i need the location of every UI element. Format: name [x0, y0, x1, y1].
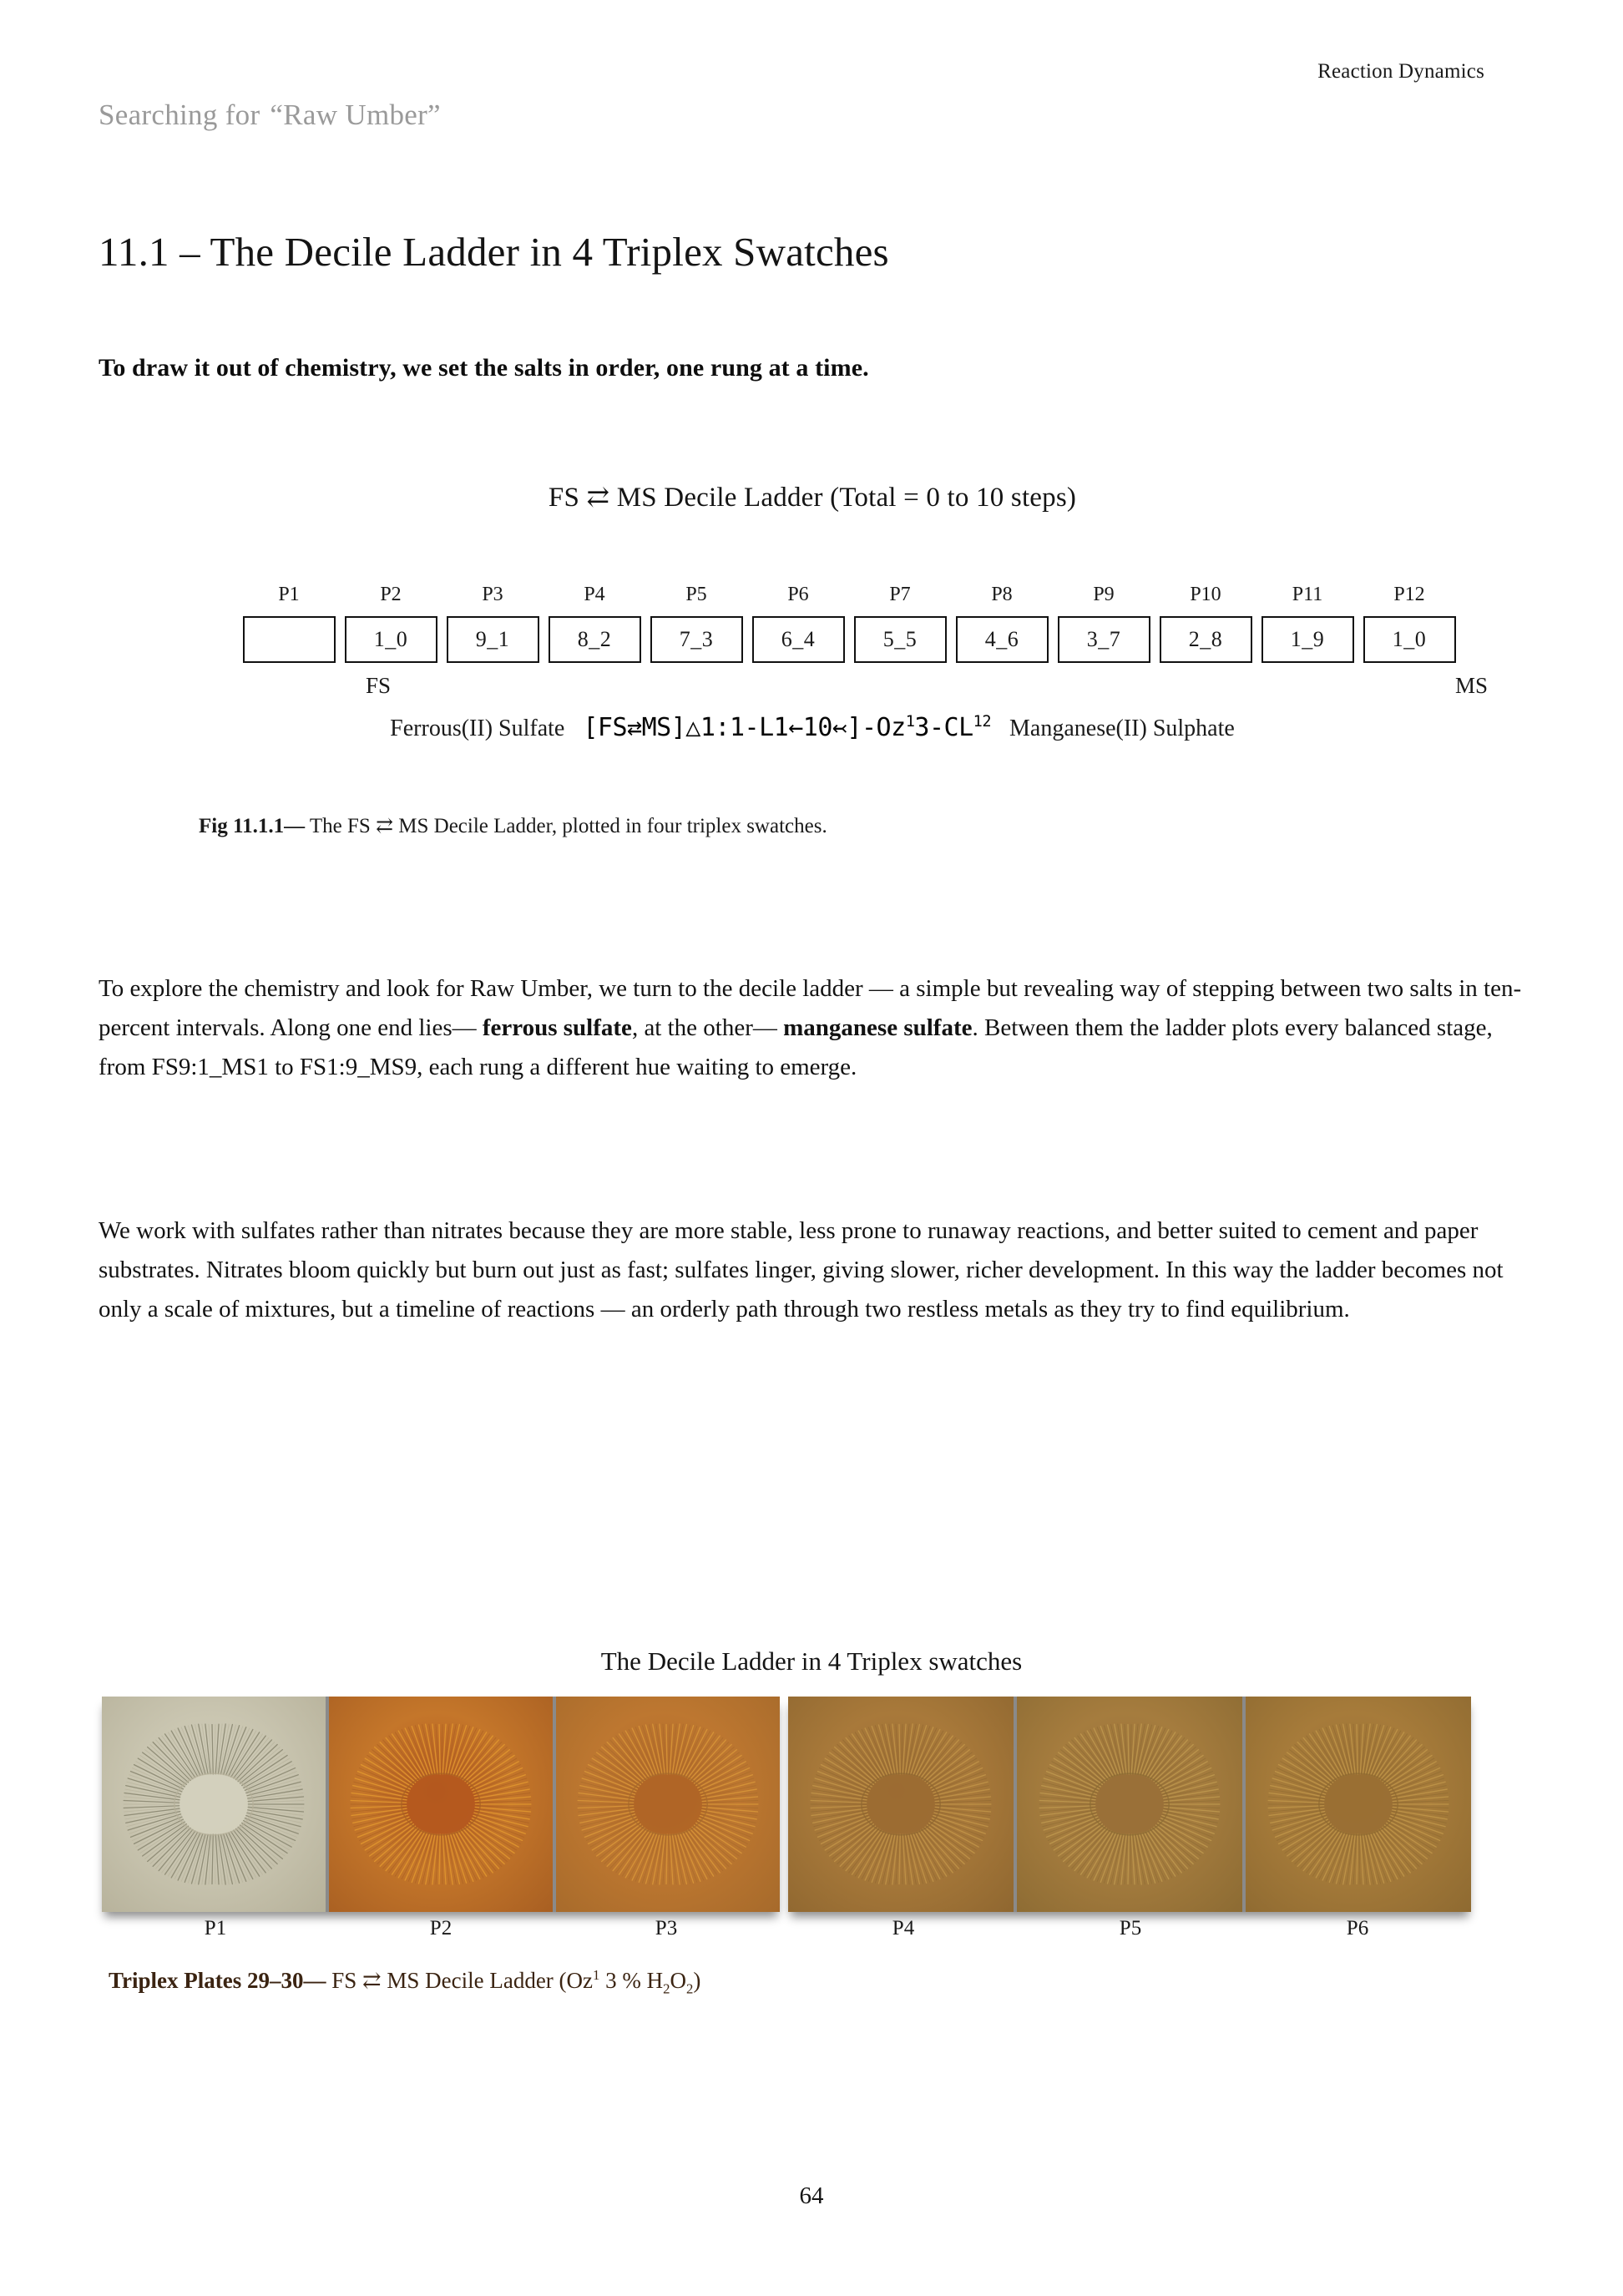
plate-labels — [102, 1917, 1471, 1950]
rung-cell: 7_3 — [650, 616, 743, 663]
plate-caption-text-b: 3 % H — [599, 1968, 664, 1993]
ladder-rung — [1363, 584, 1456, 663]
rung-label: P6 — [787, 584, 809, 605]
swatch-tile-p4 — [788, 1697, 1014, 1912]
plate-caption-text-d: ) — [693, 1968, 701, 1993]
formula-code-sup-2: 12 — [973, 713, 992, 731]
page-number: 64 — [799, 2182, 824, 2209]
rung-label: P5 — [685, 584, 707, 605]
rung-label: P9 — [1093, 584, 1115, 605]
running-head-left-quoted: “Raw Umber” — [270, 99, 441, 131]
plate-caption — [109, 1967, 700, 1997]
swatch-tile-p1 — [102, 1697, 326, 1912]
running-head-right: Reaction Dynamics — [1317, 60, 1484, 83]
lead-statement: To draw it out of chemistry, we set the salts in order, one rung at a time. — [99, 354, 869, 382]
running-head-left-main: Searching for — [99, 99, 260, 131]
plate-group-right — [788, 1697, 1471, 1912]
ladder-rung — [447, 584, 539, 663]
ladder-rung — [243, 584, 336, 663]
swatch-tile-p2 — [329, 1697, 553, 1912]
plate-caption-sub-1: 2 — [663, 1980, 670, 1997]
rung-label: P10 — [1190, 584, 1221, 605]
plate-caption-text-c: O — [670, 1968, 687, 1993]
plate-label-p3: P3 — [655, 1917, 678, 1939]
swatch-tile-p3 — [556, 1697, 780, 1912]
plate-strip — [102, 1697, 1471, 1912]
ladder-rungs — [99, 584, 1526, 663]
rung-cell: 6_4 — [752, 616, 845, 663]
running-head-left — [99, 99, 441, 132]
ladder-rung — [1261, 584, 1354, 663]
formula-code-sup-1: 1 — [905, 713, 915, 731]
paragraph-1-segment-b: , at the other— — [631, 1014, 784, 1041]
plate-caption-text-a: FS ⇄ MS Decile Ladder (Oz — [326, 1968, 594, 1993]
rung-cell: 1_0 — [1363, 616, 1456, 663]
formula-code — [583, 713, 991, 742]
salt-name-right: Manganese(II) Sulphate — [1009, 716, 1235, 741]
rung-label: P7 — [889, 584, 911, 605]
paragraph-1-bold-1: ferrous sulfate — [482, 1014, 632, 1041]
sunburst-icon — [1034, 1708, 1226, 1900]
swatch-tile-p6 — [1246, 1697, 1471, 1912]
rung-label: P2 — [380, 584, 402, 605]
plate-title: The Decile Ladder in 4 Triplex swatches — [600, 1646, 1023, 1676]
rung-cell: 5_5 — [854, 616, 947, 663]
rung-label: P12 — [1393, 584, 1425, 605]
endpoint-label-fs: FS — [366, 673, 392, 698]
sunburst-icon — [805, 1708, 997, 1900]
rung-cell: 2_8 — [1160, 616, 1252, 663]
figure-caption — [199, 813, 827, 838]
sunburst-icon — [345, 1708, 537, 1900]
plate-label-p4: P4 — [892, 1917, 915, 1939]
ladder-rung — [345, 584, 437, 663]
figure-title: FS ⇄ MS Decile Ladder (Total = 0 to 10 steps) — [548, 483, 1077, 513]
ladder-rung — [1058, 584, 1150, 663]
rung-cell: 1_9 — [1261, 616, 1354, 663]
rung-label: P1 — [278, 584, 300, 605]
rung-cell: 3_7 — [1058, 616, 1150, 663]
body-paragraph-1 — [99, 969, 1528, 1087]
rung-label: P4 — [584, 584, 605, 605]
plate-label-p5: P5 — [1119, 1917, 1142, 1939]
ladder-rung — [854, 584, 947, 663]
salt-name-left: Ferrous(II) Sulfate — [390, 716, 565, 741]
rung-label: P8 — [991, 584, 1013, 605]
paragraph-1-bold-2: manganese sulfate — [783, 1014, 973, 1041]
plate-group-left — [102, 1697, 780, 1912]
swatch-tile-p5 — [1017, 1697, 1242, 1912]
plate-caption-label: Triplex Plates 29–30— — [109, 1968, 326, 1993]
paragraph-1-segment-c: . Between them the ladder plots every balanced stage, from FS9:1_MS1 to FS1:9_MS9, each rung a different hue waiting to emerge. — [99, 1014, 1493, 1080]
plate-label-p2: P2 — [429, 1917, 453, 1939]
sunburst-icon — [572, 1708, 764, 1900]
ladder-endpoints — [99, 670, 1526, 706]
sunburst-icon — [1262, 1708, 1454, 1900]
rung-cell: 1_0 — [345, 616, 437, 663]
rung-cell: 8_2 — [549, 616, 641, 663]
body-paragraph-2: We work with sulfates rather than nitrates because they are more stable, less prone to runaway reactions, and better suited to cement and paper substrates. Nitrates bloom quickly but burn out just as fast; sulfates linger, giving slower, richer development. In this way the ladder becomes not only a scale of mixtures, but a timeline of reactions — an orderly path through two restless metals as they try to find equilibrium. — [99, 1217, 1504, 1322]
formula-code-mid: 3-CL — [914, 713, 973, 742]
plate-label-p1: P1 — [204, 1917, 227, 1939]
rung-cell — [243, 616, 336, 663]
decile-ladder-figure — [99, 480, 1526, 742]
ladder-rung — [650, 584, 743, 663]
paragraph-1-segment-a: To explore the chemistry and look for Raw Umber, we turn to the decile ladder — a simple but revealing way of stepping between two salts in ten-percent intervals. Along one end lies— — [99, 975, 1522, 1041]
ladder-rung — [956, 584, 1049, 663]
ladder-rung — [549, 584, 641, 663]
sunburst-icon — [118, 1708, 310, 1900]
ladder-rung — [752, 584, 845, 663]
figure-caption-label: Fig 11.1.1— — [199, 815, 306, 837]
endpoint-label-ms: MS — [1454, 673, 1488, 698]
rung-cell: 9_1 — [447, 616, 539, 663]
plate-caption-sup: 1 — [593, 1967, 600, 1983]
plate-label-p6: P6 — [1346, 1917, 1369, 1939]
page-title: 11.1 – The Decile Ladder in 4 Triplex Swatches — [99, 228, 889, 275]
ladder-rung — [1160, 584, 1252, 663]
rung-label: P3 — [482, 584, 503, 605]
formula-code-main: [FS⇄MS]△1:1-L1←10↢]-Oz — [583, 713, 906, 742]
rung-cell: 4_6 — [956, 616, 1049, 663]
figure-caption-text: The FS ⇄ MS Decile Ladder, plotted in four triplex swatches. — [305, 815, 827, 837]
rung-label: P11 — [1292, 584, 1323, 605]
formula-row — [99, 713, 1526, 742]
plate-caption-sub-2: 2 — [686, 1980, 694, 1997]
